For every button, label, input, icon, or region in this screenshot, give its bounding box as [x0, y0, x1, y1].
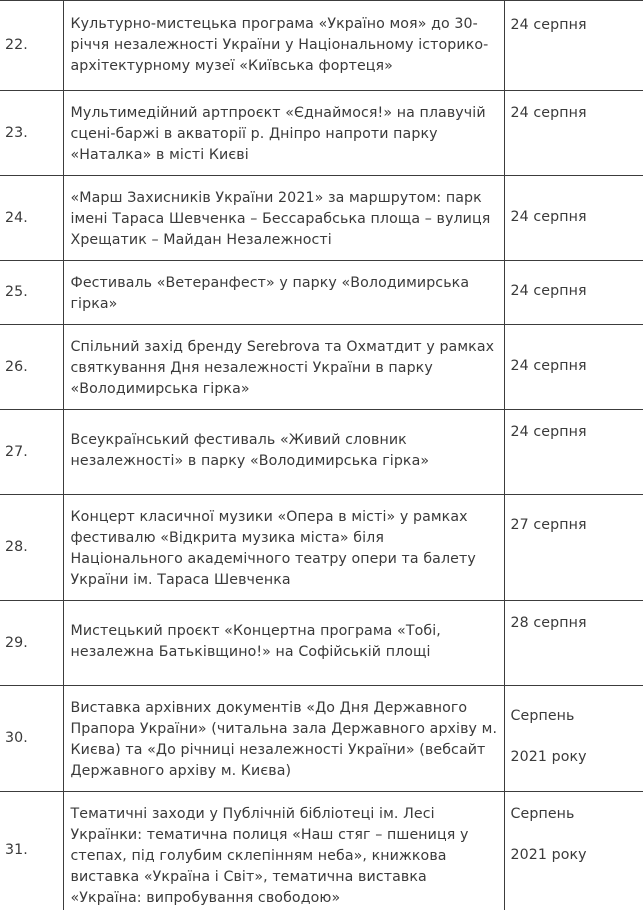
event-date-text: 24 серпня	[510, 424, 587, 440]
event-date-text: 24 серпня	[510, 283, 587, 299]
event-description	[63, 176, 504, 261]
event-date	[504, 325, 643, 410]
table-row	[0, 325, 643, 410]
event-description-text: Виставка архівних документів «До Дня Державного Прапора України» (читальна зала Державного архіву м. Києва) та «До річниці незалежності України» (вебсайт Державного архіву м. Києва)	[70, 700, 498, 779]
row-number: 22.	[0, 1, 63, 91]
event-date-text: Серпень	[510, 708, 575, 724]
event-description-text: Всеукраїнський фестиваль «Живий словник незалежності» в парку «Володимирська гірка»	[70, 432, 430, 469]
event-date-text: 27 серпня	[510, 517, 587, 533]
row-number: 28.	[0, 495, 63, 601]
event-date	[504, 410, 643, 495]
event-date-text: 24 серпня	[510, 358, 587, 374]
event-date	[504, 176, 643, 261]
table-row	[0, 792, 643, 910]
event-description-text: Спільний захід бренду Serebrova та Охматдит у рамках святкування Дня незалежності України в парку «Володимирська гірка»	[70, 339, 495, 397]
row-number: 30.	[0, 686, 63, 792]
table-row	[0, 410, 643, 495]
row-number: 26.	[0, 325, 63, 410]
event-date	[504, 1, 643, 91]
table-row	[0, 176, 643, 261]
event-date	[504, 91, 643, 176]
event-description-text: Тематичні заходи у Публічній бібліотеці ім. Лесі Українки: тематична полиця «Наш стяг – пшениця у степах, під голубим склепінням неба», книжкова виставка «Україна і Світ», тематична виставка «Україна: випробування свободою»	[70, 806, 469, 906]
event-description	[63, 495, 504, 601]
event-date-text: 24 серпня	[510, 105, 587, 121]
event-description	[63, 792, 504, 910]
row-number: 29.	[0, 601, 63, 686]
event-date-text: 24 серпня	[510, 209, 587, 225]
event-date	[504, 495, 643, 601]
event-description-text: Концерт класичної музики «Опера в місті» у рамках фестивалю «Відкрита музика міста» біля Національного академічного театру опери та балету України ім. Тараса Шевченка	[70, 509, 476, 588]
event-date	[504, 261, 643, 325]
table-row	[0, 261, 643, 325]
event-description	[63, 325, 504, 410]
event-date-text: Серпень	[510, 806, 575, 822]
event-description	[63, 410, 504, 495]
event-date-text: 2021 року	[510, 847, 587, 863]
event-description-text: Фестиваль «Ветеранфест» у парку «Володимирська гірка»	[70, 275, 470, 312]
event-description	[63, 1, 504, 91]
event-description-text: Культурно-мистецька програма «Україно моя» до 30-річчя незалежності України у Національному історико-архітектурному музеї «Київська фортеця»	[70, 16, 489, 74]
row-number: 23.	[0, 91, 63, 176]
table-row	[0, 1, 643, 91]
event-date-text: 28 серпня	[510, 615, 587, 631]
table-row	[0, 91, 643, 176]
event-date	[504, 601, 643, 686]
row-number: 27.	[0, 410, 63, 495]
event-date-text: 2021 року	[510, 749, 587, 765]
event-description	[63, 261, 504, 325]
row-number: 25.	[0, 261, 63, 325]
row-number: 31.	[0, 792, 63, 910]
table-row	[0, 495, 643, 601]
event-description	[63, 686, 504, 792]
event-description	[63, 601, 504, 686]
event-date	[504, 792, 643, 910]
event-date-text: 24 серпня	[510, 17, 587, 33]
table-row	[0, 601, 643, 686]
event-description-text: «Марш Захисників України 2021» за маршрутом: парк імені Тараса Шевченка – Бессарабська площа – вулиця Хрещатик – Майдан Незалежності	[70, 190, 491, 248]
event-description-text: Мультимедійний артпроєкт «Єднаймося!» на плавучій сцені-баржі в акваторії р. Дніпро напроти парку «Наталка» в місті Києві	[70, 105, 486, 163]
row-number: 24.	[0, 176, 63, 261]
table-row	[0, 686, 643, 792]
event-date	[504, 686, 643, 792]
event-description	[63, 91, 504, 176]
event-description-text: Мистецький проєкт «Концертна програма «Тобі, незалежна Батьківщино!» на Софійській площі	[70, 623, 441, 660]
